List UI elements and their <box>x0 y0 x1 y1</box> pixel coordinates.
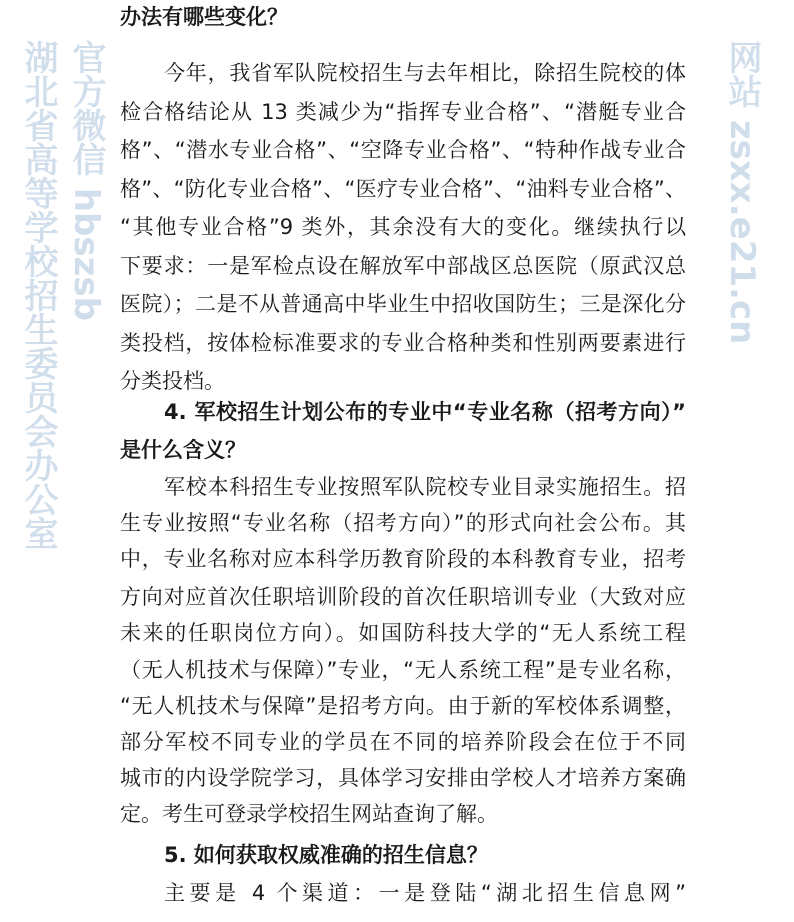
paragraph-line: 检合格结论从 13 类减少为“指挥专业合格”、“潜艇专业合 <box>120 100 686 124</box>
paragraph-line: 中，专业名称对应本科学历教育阶段的本科教育专业，招考 <box>120 547 686 571</box>
paragraph-line: （无人机技术与保障）”专业，“无人系统工程”是专业名称， <box>120 658 686 682</box>
paragraph-line: 格”、“潜水专业合格”、“空降专业合格”、“特种作战专业合 <box>120 138 686 162</box>
paragraph-line: 分类投档。 <box>120 369 225 393</box>
paragraph-line: 生专业按照“专业名称（招考方向）”的形式向社会公布。其 <box>120 511 686 535</box>
watermark: 湖北省高等学校招生委员会办公室 <box>18 40 58 550</box>
paragraph-line: 类投档，按体检标准要求的专业合格种类和性别两要素进行 <box>120 331 686 355</box>
watermark: 网站 zsxx.e21.cn <box>722 40 762 345</box>
paragraph-line: 部分军校不同专业的学员在不同的培养阶段会在位于不同 <box>120 730 686 754</box>
section-heading-line: 4. 军校招生计划公布的专业中“专业名称（招考方向）” <box>164 400 686 424</box>
paragraph-line: 未来的任职岗位方向）。如国防科技大学的“无人系统工程 <box>120 621 686 645</box>
paragraph-line: 格”、“防化专业合格”、“医疗专业合格”、“油料专业合格”、 <box>120 177 686 201</box>
paragraph-line: 方向对应首次任职培训阶段的首次任职培训专业（大致对应 <box>120 585 686 609</box>
watermark: 官方微信 hbszsb <box>66 40 106 321</box>
paragraph-line: “其他专业合格”9 类外，其余没有大的变化。继续执行以 <box>120 215 686 239</box>
paragraph-line: 军校本科招生专业按照军队院校专业目录实施招生。招 <box>164 475 686 499</box>
paragraph-line: 城市的内设学院学习，具体学习安排由学校人才培养方案确 <box>120 766 686 790</box>
paragraph-line: 下要求：一是军检点设在解放军中部战区总医院（原武汉总 <box>120 254 686 278</box>
document-page <box>120 0 686 922</box>
section-heading-line: 是什么含义？ <box>120 438 246 462</box>
paragraph-line: 今年，我省军队院校招生与去年相比，除招生院校的体 <box>164 61 686 85</box>
paragraph-line: 定。考生可登录学校招生网站查询了解。 <box>120 802 498 826</box>
section-heading-line: 5. 如何获取权威准确的招生信息？ <box>164 843 488 867</box>
paragraph-line: “无人机技术与保障”是招考方向。由于新的军校体系调整， <box>120 694 686 718</box>
section-heading-line: 办法有哪些变化？ <box>120 5 288 29</box>
paragraph-line: 医院）；二是不从普通高中毕业生中招收国防生；三是深化分 <box>120 292 686 316</box>
paragraph-line: 主要是 4 个渠道：一是登陆“湖北招生信息网” <box>164 881 686 905</box>
